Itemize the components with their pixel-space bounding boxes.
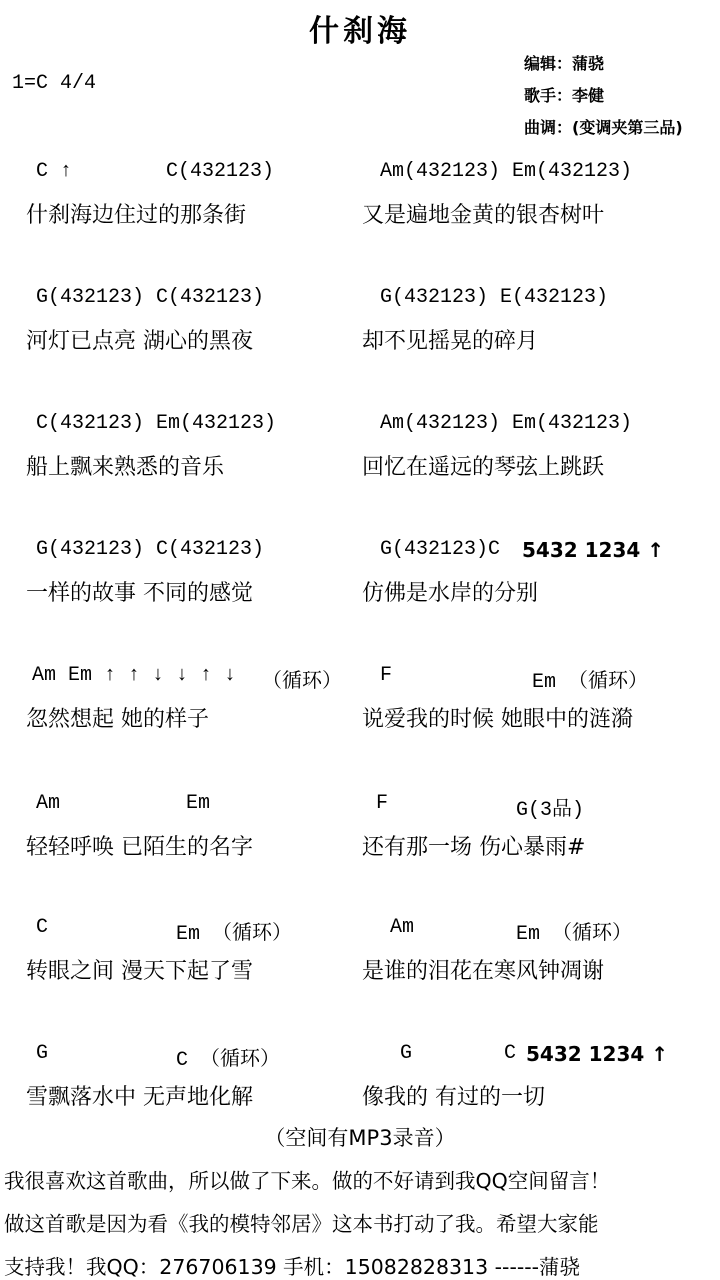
lyric-line: 仿佛是水岸的分别 bbox=[362, 581, 539, 606]
chord-label: C bbox=[504, 1042, 517, 1065]
chord-label: G bbox=[400, 1042, 413, 1065]
chord-label: G(3品) bbox=[516, 799, 585, 822]
lyric-line: 轻轻呼唤 已陌生的名字 bbox=[26, 835, 253, 860]
song-meta bbox=[524, 48, 683, 144]
lyric-line: 说爱我的时候 她眼中的涟漪 bbox=[362, 707, 633, 732]
lyric-line: 一样的故事 不同的感觉 bbox=[26, 581, 253, 606]
melody-notes: 5432 1234 ↑ bbox=[522, 538, 665, 562]
chord-label: G bbox=[36, 1042, 49, 1065]
editor-credit: 编辑：蒲骁 bbox=[524, 54, 605, 73]
chord-label: Am bbox=[390, 916, 415, 939]
chord-label: G(432123)C bbox=[380, 538, 501, 561]
chord-label: Em bbox=[186, 792, 211, 815]
chord-label: Em （循环） bbox=[532, 671, 649, 694]
chord-label: F bbox=[380, 664, 393, 687]
chord-label: C bbox=[36, 916, 49, 939]
verse-section bbox=[0, 160, 720, 250]
chord-label: C （循环） bbox=[176, 1049, 281, 1072]
chord-label: Em （循环） bbox=[516, 923, 633, 946]
loop-marker: （循环） bbox=[262, 671, 342, 694]
lyric-line: 什刹海边住过的那条街 bbox=[26, 203, 247, 228]
chord-label: G(432123) C(432123) bbox=[36, 286, 265, 309]
song-title: 什刹海 bbox=[309, 14, 411, 49]
footer-contact-line: 支持我！我QQ：276706139 手机：15082828313 ------蒲骁 bbox=[4, 1255, 581, 1279]
lyric-line: 转眼之间 漫天下起了雪 bbox=[26, 959, 253, 984]
recording-note: （空间有MP3录音） bbox=[264, 1126, 456, 1150]
lyric-line: 却不见摇晃的碎月 bbox=[362, 329, 539, 354]
lyric-line: 回忆在遥远的琴弦上跳跃 bbox=[362, 455, 605, 480]
lyric-line: 是谁的泪花在寒风钟凋谢 bbox=[362, 959, 605, 984]
chord-label: G(432123) C(432123) bbox=[36, 538, 265, 561]
verse-section bbox=[0, 286, 720, 376]
chorus-section bbox=[0, 1042, 720, 1132]
lyric-line: 还有那一场 伤心暴雨# bbox=[362, 835, 586, 860]
chord-label: Em （循环） bbox=[176, 923, 293, 946]
tuning-note: 曲调：(变调夹第三品) bbox=[524, 118, 683, 137]
chorus-section bbox=[0, 916, 720, 1006]
lyric-line: 又是遍地金黄的银杏树叶 bbox=[362, 203, 605, 228]
lyric-line: 河灯已点亮 湖心的黑夜 bbox=[26, 329, 253, 354]
melody-notes: 5432 1234 ↑ bbox=[526, 1042, 669, 1066]
chord-label: C ↑ bbox=[36, 160, 73, 183]
lyric-line: 船上飘来熟悉的音乐 bbox=[26, 455, 225, 480]
chorus-section bbox=[0, 664, 720, 754]
lyric-line: 忽然想起 她的样子 bbox=[26, 707, 209, 732]
singer-credit: 歌手：李健 bbox=[524, 86, 605, 105]
chord-label: C(432123) Em(432123) bbox=[36, 412, 277, 435]
key-time-signature: 1=C 4/4 bbox=[12, 72, 97, 95]
chorus-section bbox=[0, 792, 720, 882]
footer-line: 做这首歌是因为看《我的模特邻居》这本书打动了我。希望大家能 bbox=[4, 1212, 599, 1236]
verse-section bbox=[0, 412, 720, 502]
lyric-line: 像我的 有过的一切 bbox=[362, 1085, 545, 1110]
footer-line: 我很喜欢这首歌曲，所以做了下来。做的不好请到我QQ空间留言！ bbox=[4, 1169, 611, 1193]
chord-label: Am(432123) Em(432123) bbox=[380, 412, 633, 435]
verse-section bbox=[0, 538, 720, 628]
chord-label: Am(432123) Em(432123) bbox=[380, 160, 633, 183]
chord-label: F bbox=[376, 792, 389, 815]
chord-label: Am bbox=[36, 792, 61, 815]
lyric-line: 雪飘落水中 无声地化解 bbox=[26, 1085, 253, 1110]
strum-pattern: Am Em ↑ ↑ ↓ ↓ ↑ ↓ bbox=[32, 664, 237, 687]
chord-label: G(432123) E(432123) bbox=[380, 286, 609, 309]
chord-label: C(432123) bbox=[166, 160, 275, 183]
